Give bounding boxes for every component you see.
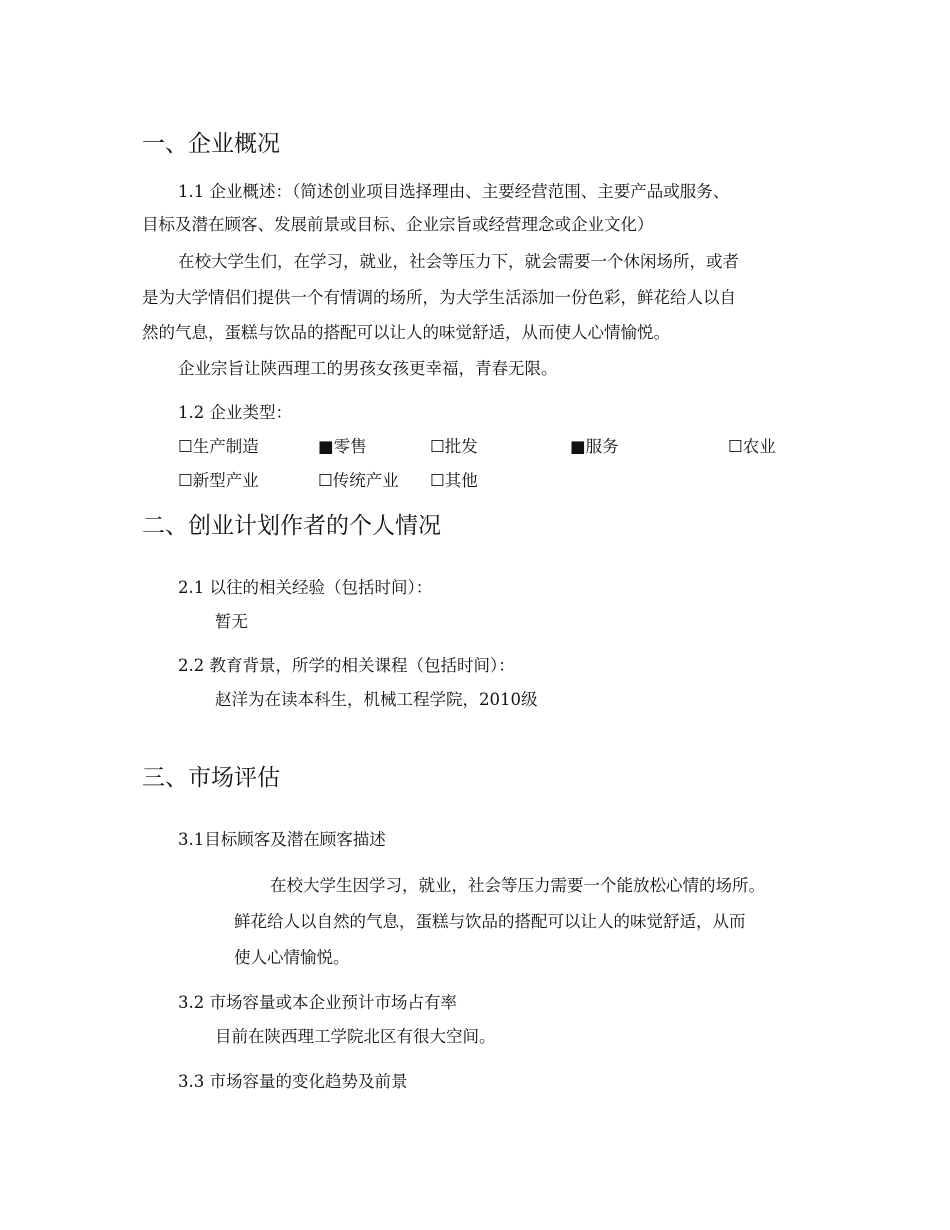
checkbox-unchecked-icon: ☐: [178, 471, 193, 490]
checkbox-checked-icon: ■: [570, 437, 586, 456]
overview-label: 1.1 企业概述：（简述创业项目选择理由、主要经营范围、主要产品或服务、: [178, 182, 730, 201]
option-label: 新型产业: [192, 471, 259, 490]
type-option-agriculture: [728, 435, 776, 459]
education-label: 2.2 教育背景，所学的相关课程（包括时间）：: [178, 656, 515, 675]
type-option-retail: [318, 435, 367, 459]
section3-title: 三、市场评估: [142, 765, 280, 791]
trend-label: 3.3 市场容量的变化趋势及前景: [178, 1072, 408, 1091]
experience-value: 暂无: [215, 612, 248, 631]
customers-line-1: 在校大学生因学习，就业，社会等压力需要一个能放松心情的场所。: [270, 876, 765, 895]
overview-paragraph-line-3: 然的气息，蛋糕与饮品的搭配可以让人的味觉舒适，从而使人心情愉悦。: [142, 323, 670, 342]
capacity-value: 目前在陕西理工学院北区有很大空间。: [215, 1027, 496, 1046]
mission-statement: 企业宗旨让陕西理工的男孩女孩更幸福，青春无限。: [178, 359, 558, 378]
checkbox-unchecked-icon: ☐: [318, 471, 333, 490]
type-option-traditional-industry: [318, 469, 399, 493]
checkbox-unchecked-icon: ☐: [728, 437, 743, 456]
type-option-service: [570, 435, 619, 459]
checkbox-checked-icon: ■: [318, 437, 334, 456]
checkbox-unchecked-icon: ☐: [430, 437, 445, 456]
checkbox-unchecked-icon: ☐: [178, 437, 193, 456]
customers-line-3: 使人心情愉悦。: [234, 948, 350, 967]
type-option-other: [430, 469, 478, 493]
overview-paragraph-line-1: 在校大学生们，在学习，就业，社会等压力下，就会需要一个休闲场所，或者: [178, 252, 739, 271]
type-label: 1.2 企业类型：: [178, 403, 292, 422]
capacity-label: 3.2 市场容量或本企业预计市场占有率: [178, 993, 457, 1012]
customers-line-2: 鲜花给人以自然的气息，蛋糕与饮品的搭配可以让人的味觉舒适，从而: [234, 912, 746, 931]
education-value: 赵洋为在读本科生，机械工程学院，2010级: [215, 690, 538, 709]
experience-label: 2.1 以往的相关经验（包括时间）：: [178, 578, 433, 597]
section1-title: 一、企业概况: [142, 131, 280, 157]
option-label: 零售: [333, 437, 367, 456]
type-option-manufacturing: [178, 435, 259, 459]
option-label: 生产制造: [192, 437, 259, 456]
option-label: 传统产业: [332, 471, 399, 490]
type-option-wholesale: [430, 435, 478, 459]
option-label: 批发: [444, 437, 478, 456]
checkbox-unchecked-icon: ☐: [430, 471, 445, 490]
option-label: 农业: [742, 437, 776, 456]
customers-label: 3.1目标顾客及潜在顾客描述: [178, 830, 386, 849]
type-option-new-industry: [178, 469, 259, 493]
overview-label-cont: 目标及潜在顾客、发展前景或目标、企业宗旨或经营理念或企业文化）: [142, 215, 654, 234]
section2-title: 二、创业计划作者的个人情况: [142, 513, 441, 539]
option-label: 其他: [444, 471, 478, 490]
option-label: 服务: [585, 437, 619, 456]
overview-paragraph-line-2: 是为大学情侣们提供一个有情调的场所，为大学生活添加一份色彩，鲜花给人以自: [142, 288, 736, 307]
